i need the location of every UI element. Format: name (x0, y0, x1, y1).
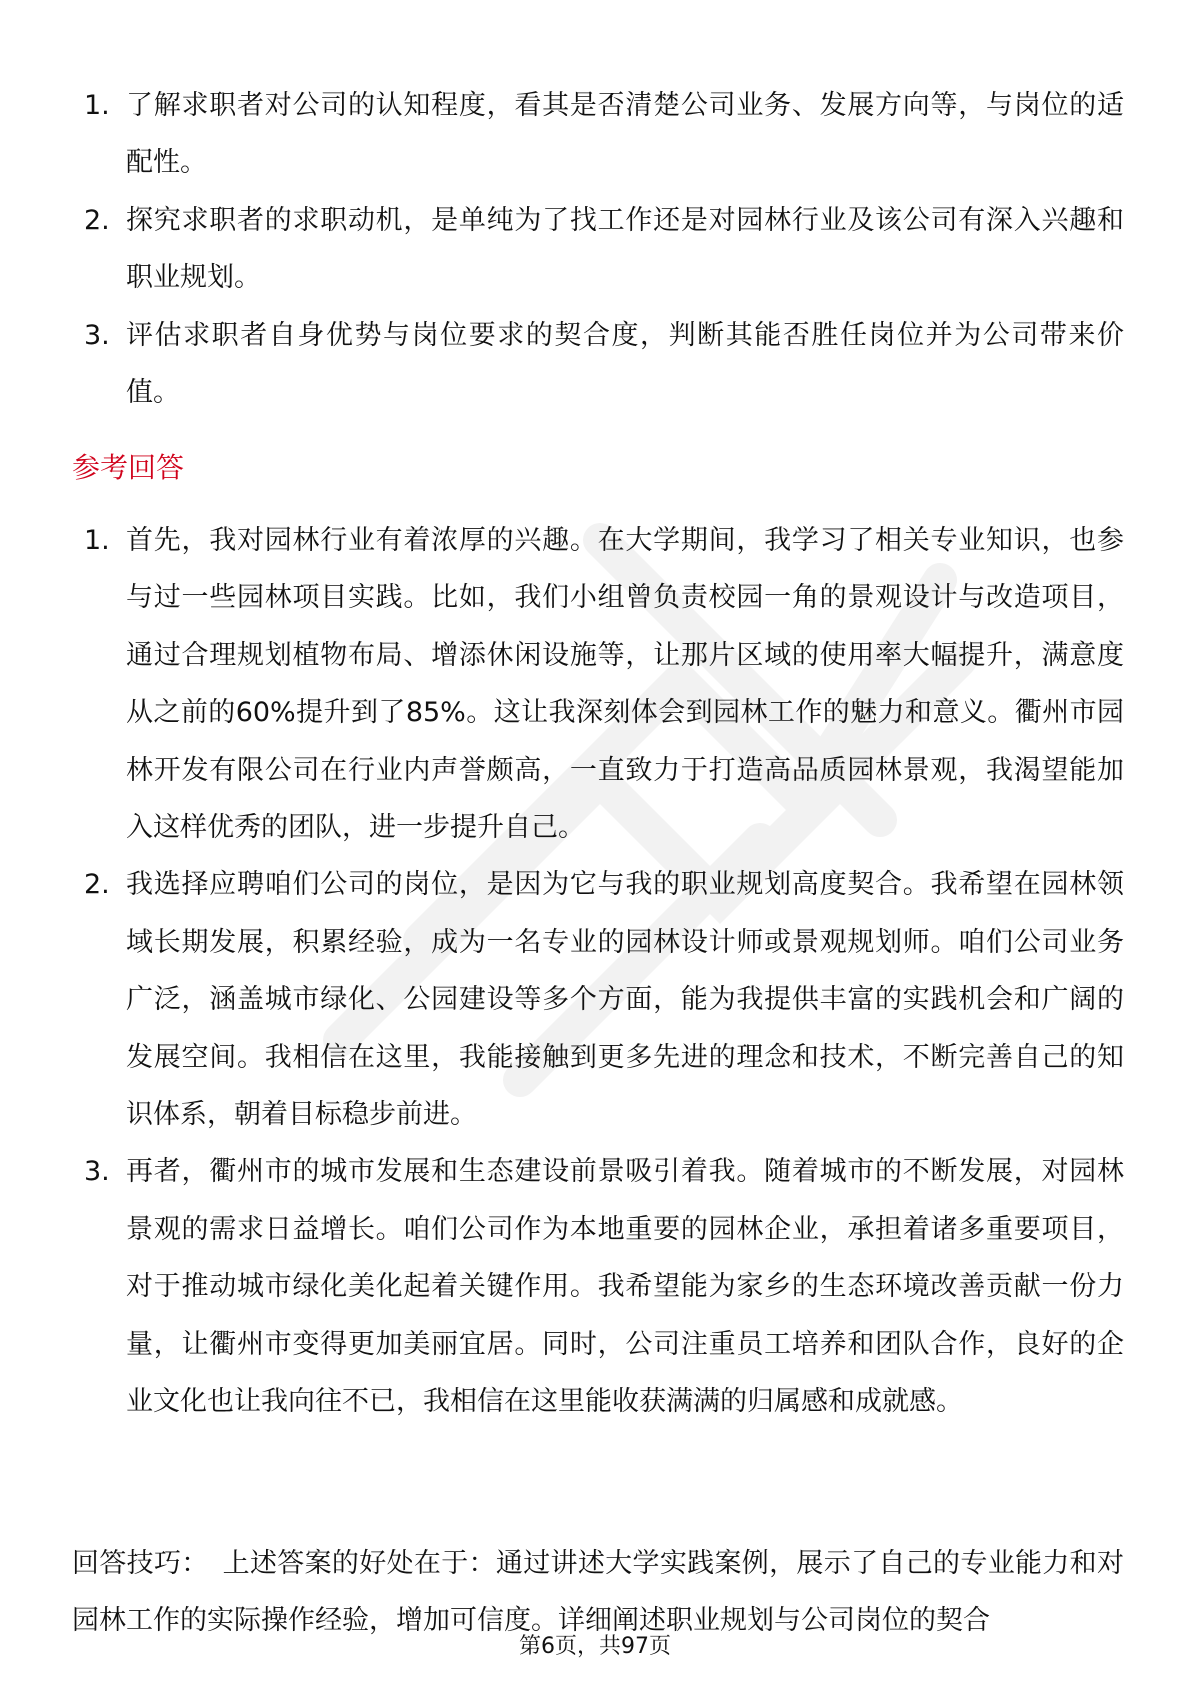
list-text: 了解求职者对公司的认知程度，看其是否清楚公司业务、发展方向等，与岗位的适配性。 (126, 90, 1124, 179)
answer-tips-text: 上述答案的好处在于：通过讲述大学实践案例，展示了自己的专业能力和对园林工作的实际操作经验，增加可信度。详细阐述职业规划与公司岗位的契合 (72, 1548, 1125, 1637)
list-item (84, 856, 1124, 1143)
list-text: 探究求职者的求职动机，是单纯为了找工作还是对园林行业及该公司有深入兴趣和职业规划。 (126, 204, 1124, 294)
list-item (84, 77, 1124, 192)
page-number-footer: 第6页，共97页 (519, 1634, 671, 1659)
list-item (84, 1143, 1124, 1430)
list-text: 我选择应聘咱们公司的岗位，是因为它与我的职业规划高度契合。我希望在园林领域长期发展，积累经验，成为一名专业的园林设计师或景观规划师。咱们公司业务广泛，涵盖城市绿化、公园建设等多个方面，能为我提供丰富的实践机会和广阔的发展空间。我相信在这里，我能接触到更多先进的理念和技术，不断完善自己的知识体系，朝着目标稳步前进。 (126, 869, 1124, 1131)
list-text: 评估求职者自身优势与岗位要求的契合度，判断其能否胜任岗位并为公司带来价值。 (126, 319, 1124, 409)
list-number: 3. (84, 1156, 110, 1188)
list-number: 2. (84, 204, 110, 236)
question-intent-list (84, 77, 1124, 421)
list-number: 2. (84, 869, 110, 901)
list-number: 3. (84, 319, 110, 351)
reference-answer-list (84, 512, 1124, 1431)
list-item (84, 307, 1124, 422)
reference-answer-heading: 参考回答 (72, 451, 185, 484)
list-text: 首先，我对园林行业有着浓厚的兴趣。在大学期间，我学习了相关专业知识，也参与过一些园林项目实践。比如，我们小组曾负责校园一角的景观设计与改造项目，通过合理规划植物布局、增添休闲设施等，让那片区域的使用率大幅提升，满意度从之前的60%提升到了85%。这让我深刻体会到园林工作的魅力和意义。衢州市园林开发有限公司在行业内声誉颇高，一直致力于打造高品质园林景观，我渴望能加入这样优秀的团队，进一步提升自己。 (126, 525, 1124, 844)
list-item (84, 512, 1124, 856)
answer-tips-label: 回答技巧： (72, 1548, 209, 1579)
list-number: 1. (84, 525, 110, 556)
list-text: 再者，衢州市的城市发展和生态建设前景吸引着我。随着城市的不断发展，对园林景观的需求日益增长。咱们公司作为本地重要的园林企业，承担着诸多重要项目，对于推动城市绿化美化起着关键作用。我希望能为家乡的生态环境改善贡献一份力量，让衢州市变得更加美丽宜居。同时，公司注重员工培养和团队合作，良好的企业文化也让我向往不已，我相信在这里能收获满满的归属感和成就感。 (126, 1156, 1124, 1418)
list-number: 1. (84, 90, 110, 121)
list-item (84, 192, 1124, 307)
